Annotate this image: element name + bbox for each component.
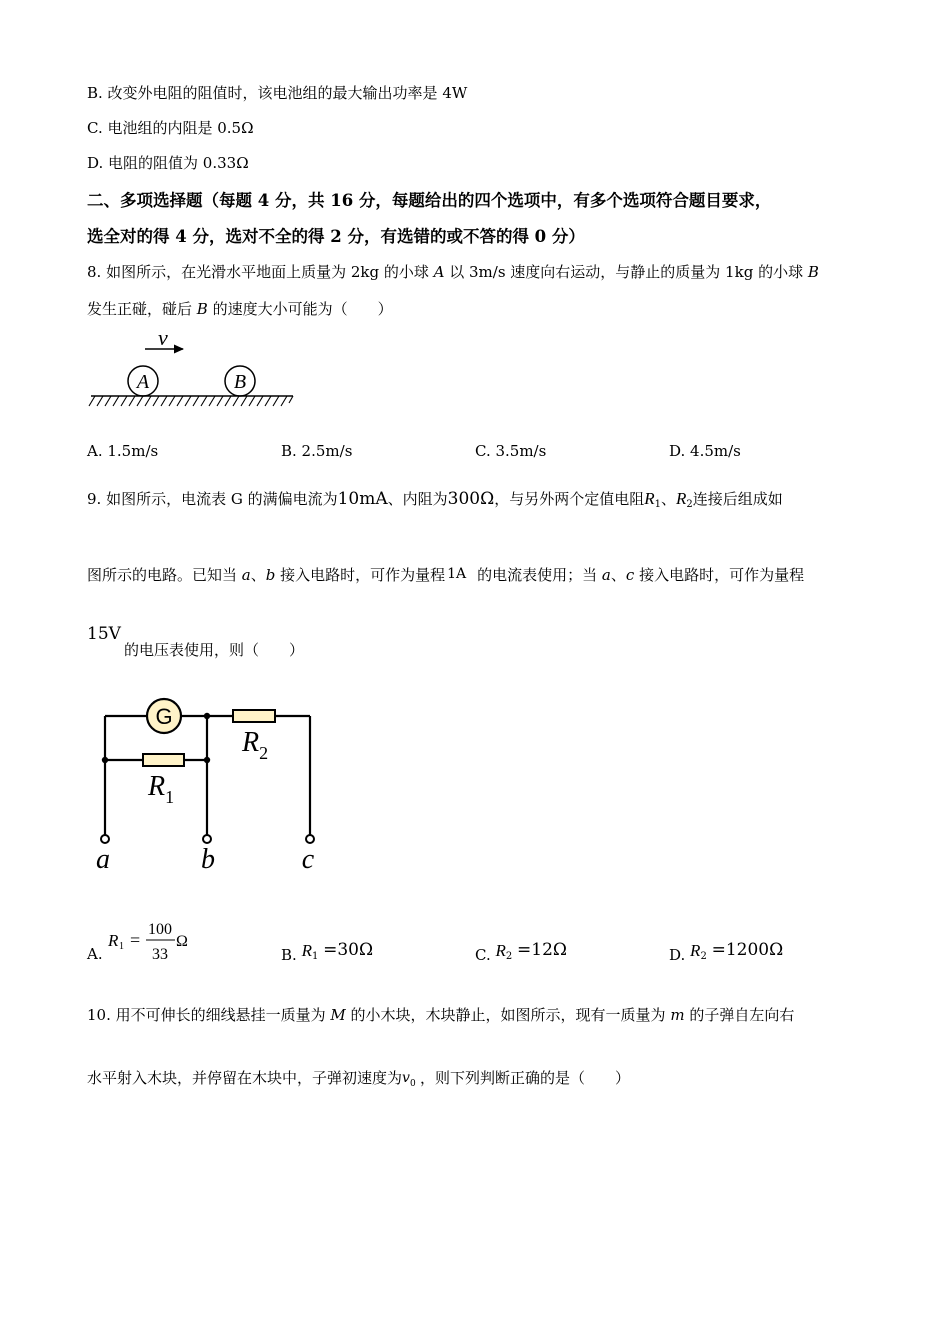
ball-b-label: B bbox=[233, 371, 247, 393]
velocity-label: v bbox=[158, 325, 168, 350]
q9-line1: 9. 如图所示，电流表 G 的满偏电流为10mA、内阻为300Ω，与另外两个定值电阻$R_1$、$R_2$连接后组成如 bbox=[87, 489, 783, 510]
q8-figure bbox=[88, 325, 298, 415]
terminal-b-label: b bbox=[201, 844, 215, 875]
terminal-b bbox=[203, 835, 211, 843]
terminal-a bbox=[101, 835, 109, 843]
q10-line2: 水平射入木块，并停留在木块中，子弹初速度为 v 0 ，则下列判断正确的是（ ） bbox=[87, 1069, 631, 1089]
q8-option-d: D. 4.5m/s bbox=[669, 442, 741, 460]
q9-option-d: D. $R_2 =1200\Omega$ bbox=[669, 940, 784, 964]
terminal-c-label: c bbox=[301, 844, 315, 875]
ground-hatching bbox=[89, 396, 293, 406]
q9-option-c: C. $R_2 =12\Omega$ bbox=[475, 940, 568, 964]
q9-option-a-label: A. bbox=[87, 945, 103, 963]
svg-text:33: 33 bbox=[152, 946, 168, 963]
section-heading-line2: 选全对的得 4 分，选对不全的得 2 分，有选错的或不答的得 0 分） bbox=[87, 227, 585, 246]
q9-line3: 的电压表使用，则（ ） bbox=[124, 641, 305, 659]
q9-line2: 图所示的电路。已知当 a、b 接入电路时，可作为量程 1A 的电流表使用；当 a、c 接入电路时，可作为量程 bbox=[87, 566, 805, 584]
junction-right bbox=[204, 757, 210, 763]
option-d-prev: D. 电阻的阻值为 0.33Ω bbox=[87, 154, 249, 172]
junction-left bbox=[102, 757, 108, 763]
r1-label: $R_1$ bbox=[148, 771, 175, 807]
section-heading-line1: 二、多项选择题（每题 4 分，共 16 分，每题给出的四个选项中，有多个选项符合题目要求， bbox=[87, 191, 772, 210]
svg-text:1: 1 bbox=[119, 941, 124, 952]
r2-label: $R_2$ bbox=[242, 727, 269, 763]
q8-line1: 8. 如图所示，在光滑水平地面上质量为 2kg 的小球 A 以 3m/s 速度向右运动，与静止的质量为 1kg 的小球 B bbox=[87, 263, 819, 281]
velocity-arrowhead bbox=[174, 345, 184, 354]
q8-option-c: C. 3.5m/s bbox=[475, 442, 547, 460]
ball-a-label: A bbox=[136, 371, 150, 393]
svg-text:R: R bbox=[108, 931, 119, 950]
q9-option-b: B. $R_1 =30\Omega$ bbox=[281, 940, 374, 964]
svg-text:=: = bbox=[130, 930, 141, 950]
q9-option-a-formula bbox=[108, 918, 203, 968]
galvanometer-label: G bbox=[155, 704, 173, 729]
terminal-a-label: a bbox=[96, 844, 110, 875]
q9-circuit bbox=[90, 695, 330, 880]
q8-option-b: B. 2.5m/s bbox=[281, 442, 353, 460]
q10-line1: 10. 用不可伸长的细线悬挂一质量为 M 的小木块，木块静止，如图所示，现有一质量为 m 的子弹自左向右 bbox=[87, 1006, 795, 1024]
resistor-r2 bbox=[233, 710, 275, 722]
junction-top bbox=[204, 713, 210, 719]
q9-range-voltage: 15V bbox=[87, 624, 121, 644]
option-b-prev: B. 改变外电阻的阻值时，该电池组的最大输出功率是 4W bbox=[87, 84, 468, 102]
option-c-prev: C. 电池组的内阻是 0.5Ω bbox=[87, 119, 254, 137]
q8-line2: 发生正碰，碰后 B 的速度大小可能为（ ） bbox=[87, 300, 393, 318]
resistor-r1 bbox=[143, 754, 184, 766]
terminal-c bbox=[306, 835, 314, 843]
q8-option-a: A. 1.5m/s bbox=[87, 442, 159, 460]
svg-text:100: 100 bbox=[148, 921, 172, 938]
svg-text:Ω: Ω bbox=[176, 933, 188, 950]
